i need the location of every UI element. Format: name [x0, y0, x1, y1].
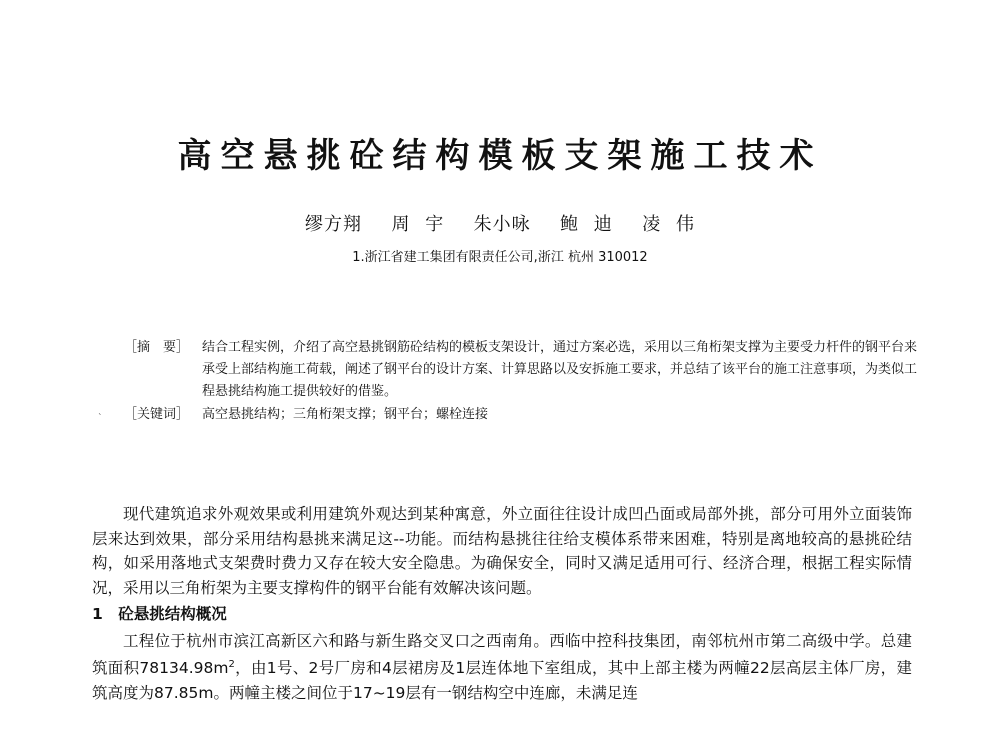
body-text [92, 502, 912, 705]
abstract-block [124, 337, 924, 426]
margin-mark: ` [98, 414, 103, 424]
section-1-heading: 1 砼悬挑结构概况 [92, 605, 227, 623]
intro-paragraph: 现代建筑追求外观效果或利用建筑外观达到某种寓意，外立面往往设计成凹凸面或局部外挑，部分可用外立面装饰层来达到效果，部分采用结构悬挑来满足这--功能。而结构悬挑往往给支模体系带来困难，特别是离地较高的悬挑砼结构，如采用落地式支架费时费力又存在较大安全隐患。为确保安全，同时又满足适用可行、经济合理，根据工程实际情况，采用以三角桁架为主要支撑构件的钢平台能有效解决该问题。 [92, 505, 912, 597]
keywords-label: ［关键词］ [124, 407, 190, 422]
abstract-label: ［摘 要］ [124, 340, 190, 355]
section-1-text-part1: 工程位于杭州市滨江高新区六和路与新生路交叉口之西南角。西临中控科技集团，南邻杭州市第二高级中学。总建筑面积78134.98m [92, 631, 912, 678]
abstract-text: 结合工程实例，介绍了高空悬挑钢筋砼结构的模板支架设计，通过方案必选，采用以三角桁架支撑为主要受力杆件的钢平台来承受上部结构施工荷载，阐述了钢平台的设计方案、计算思路以及安拆施工要求，并总结了该平台的施工注意事项，为类似工程悬挑结构施工提供较好的借鉴。 [202, 340, 918, 399]
keywords-text: 高空悬挑结构；三角桁架支撑；钢平台；螺栓连接 [202, 407, 489, 422]
section-1-paragraph [92, 629, 912, 706]
author-list: 缪方翔 周 宇 朱小咏 鲍 迪 凌 伟 [305, 214, 695, 235]
affiliation: 1.浙江省建工集团有限责任公司,浙江 杭州 310012 [352, 250, 648, 265]
paper-title: 高空悬挑砼结构模板支架施工技术 [177, 136, 823, 176]
section-1-text-part2: ，由1号、2号厂房和4层裙房及1层连体地下室组成，其中上部主楼为两幢22层高层主体厂房，建筑高度为87.85m。两幢主楼之间位于17~19层有一钢结构空中连廊，未满足连 [92, 659, 912, 702]
abstract-row [124, 337, 924, 403]
area-unit-superscript: 2 [228, 659, 235, 670]
keywords-row [124, 404, 924, 426]
